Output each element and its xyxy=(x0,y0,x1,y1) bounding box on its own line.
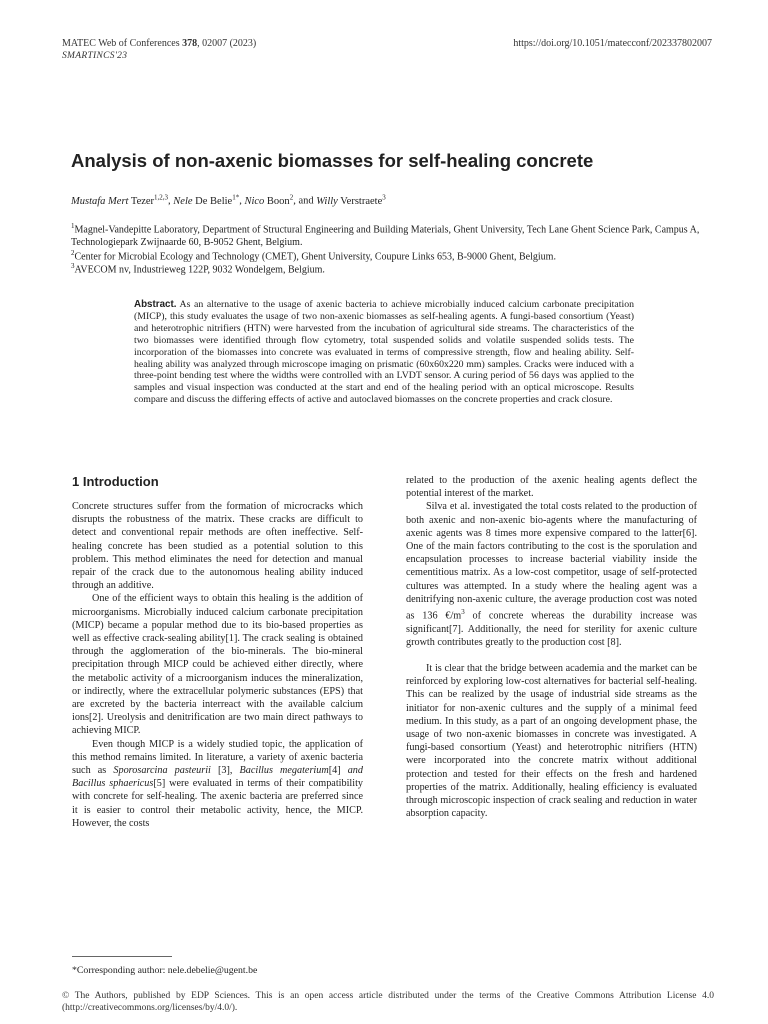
email-link[interactable]: nele.debelie@ugent.be xyxy=(167,965,258,976)
author: Mustafa Mert Tezer$^{1,2,3}$ xyxy=(71,193,169,207)
paragraph: Even though MICP is a widely studied topic, the application of this method remains limited. In literature, a variety of axenic bacteria such as Sporosarcina pasteurii [3], Bacillus megaterium[4] and Bacillus sphaericus[5] were evaluated in terms of their compatibility with concrete for self-healing. The axenic bacteria are preferred since it is easier to control their metabolic activity, hence, the MICP. However, the costs xyxy=(72,738,363,829)
affiliation: $^2$Center for Microbial Ecology and Technology (CMET), Ghent University, Coupure Links 653, B-9000 Ghent, Belgium. xyxy=(71,249,556,263)
license-notice: © The Authors, published by EDP Sciences. This is an open access article distributed under the terms of the Creative Commons Attribution License 4.0 (http://creativecommons.org/licenses/by/4.0/). xyxy=(62,991,714,1013)
abstract xyxy=(134,299,634,406)
conference-name: SMARTINCS'23 xyxy=(62,51,128,61)
corresponding-author-footnote: *Corresponding author: nele.debelie@ugent.be xyxy=(72,965,258,976)
paragraph: related to the production of the axenic healing agents deflect the potential interest of the market. xyxy=(406,475,697,500)
paragraph: Concrete structures suffer from the formation of microcracks which disrupts the robustness of the matrix. These cracks are difficult to detect and conventional repair methods are often ineffective. Self-healing concrete has been studied as a potential solution to this problem. This method eliminates the need for detection and manual repair of the crack due to the autonomous healing ability induced through an additive. xyxy=(72,501,363,592)
author: Nico Boon$^2$ xyxy=(244,193,294,207)
affiliation: $^3$AVECOM nv, Industrieweg 122P, 9032 Wondelgem, Belgium. xyxy=(71,262,325,276)
paragraph: It is clear that the bridge between academia and the market can be reinforced by exploring low-cost alternatives for bacterial self-healing. This can be realized by the usage of industrial side streams as the initiator for non-axenic cultures and the supply of a minimal feed medium. In this study, as a part of an ongoing development phase, the usage of two non-axenic biomasses in concrete was investigated. A fungi-based consortium (Yeast) and heterotrophic nitrifiers (HTN) were incorporated into the concrete matrix without additional protection and tested for their effects on the fresh and hardened properties of the matrix. Additionally, healing efficiency is evaluated through microscopic inspection of crack sealing and reduction in water absorption capacity. xyxy=(406,663,697,820)
author: Willy Verstraete$^3$ xyxy=(316,193,386,207)
abstract-label: Abstract. xyxy=(134,299,177,310)
author-list: Mustafa Mert Tezer$^{1,2,3}$, Nele De Belie$^{1*}$, Nico Boon$^2$, and Willy Verstraete$^3$ xyxy=(71,193,386,207)
abstract-text: As an alternative to the usage of axenic bacteria to achieve microbially induced calcium carbonate precipitation (MICP), this study evaluates the usage of two non-axenic biomasses as self-healing agents. A fungi-based consortium (Yeast) and heterotrophic nitrifiers (HTN) were harvested from the incubation of agricultural side streams. The characteristics of the two biomasses were identified through flow cytometry, total suspended solids and volatile suspended solids tests. The incorporation of the biomasses into concrete was evaluated in terms of compressive strength, flow and healing ability. Self-healing ability was analyzed through microscope imaging on prismatic (60x60x220 mm) samples. Cracks were induced with a three-point bending test where the widths were controlled with an LVDT sensor. A curing period of 56 days was applied to the samples and visual inspection was conducted at the start and end of the healing period with an optical microscope. Results compare and discuss the differing effects of active and autoclaved biomasses on the concrete properties and crack closure. xyxy=(134,299,634,406)
footnote-divider xyxy=(72,956,172,957)
paper-title: Analysis of non-axenic biomasses for self-healing concrete xyxy=(71,150,594,171)
section-heading-introduction: 1 Introduction xyxy=(72,474,159,489)
paragraph: Silva et al. investigated the total costs related to the production of both axenic and non-axenic bio-agents where the manufacturing of axenic agents was 8 times more expensive compared to the latter[6]. One of the main factors contributing to the cost is the sporulation and encapsulation processes to increase bacterial viability inside the cementitious matrix. As a low-cost competitor, usage of self-protected cultures was attempted. In a study where the healing agent was a denitrifying non-axenic culture, the average production cost was noted as 136 $€/m^3$ of concrete whereas the durability increase was significant[7]. Additionally, the need for sterility for axenic culture growth contributes greatly to the production cost [8]. xyxy=(406,501,697,648)
paragraph-gap xyxy=(406,649,697,662)
left-column xyxy=(72,500,363,830)
paragraph: One of the efficient ways to obtain this healing is the addition of microorganisms. Microbially induced calcium carbonate precipitation (MICP) became a popular method due to its bio-based properties as well as effective crack-sealing ability[1]. The crack sealing is obtained through the agglomeration of the bio-minerals. The bio-mineral precipitation through MICP could be achieved either directly, where the metabolic activity of a microorganism induces the mineralization, or indirectly, where the extracellular polymeric substances (EPS) that are excreted by the bacteria interreact with the available calcium ions[2]. Ureolysis and denitrification are two main direct pathways to achieving MICP. xyxy=(72,593,363,737)
affiliation: $^1$Magnel-Vandepitte Laboratory, Department of Structural Engineering and Building Materials, Ghent University, Tech Lane Ghent Science Park, Campus A, Technologiepark Zwijnaarde 60, B-9052 Ghent, Belgium. xyxy=(71,222,700,249)
running-header xyxy=(62,37,256,63)
author: Nele De Belie$^{1*}$ xyxy=(173,193,240,207)
journal-citation: MATEC Web of Conferences 378, 02007 (2023) xyxy=(62,38,257,49)
doi-link[interactable]: https://doi.org/10.1051/matecconf/202337802007 xyxy=(513,38,712,49)
right-column xyxy=(406,474,697,820)
